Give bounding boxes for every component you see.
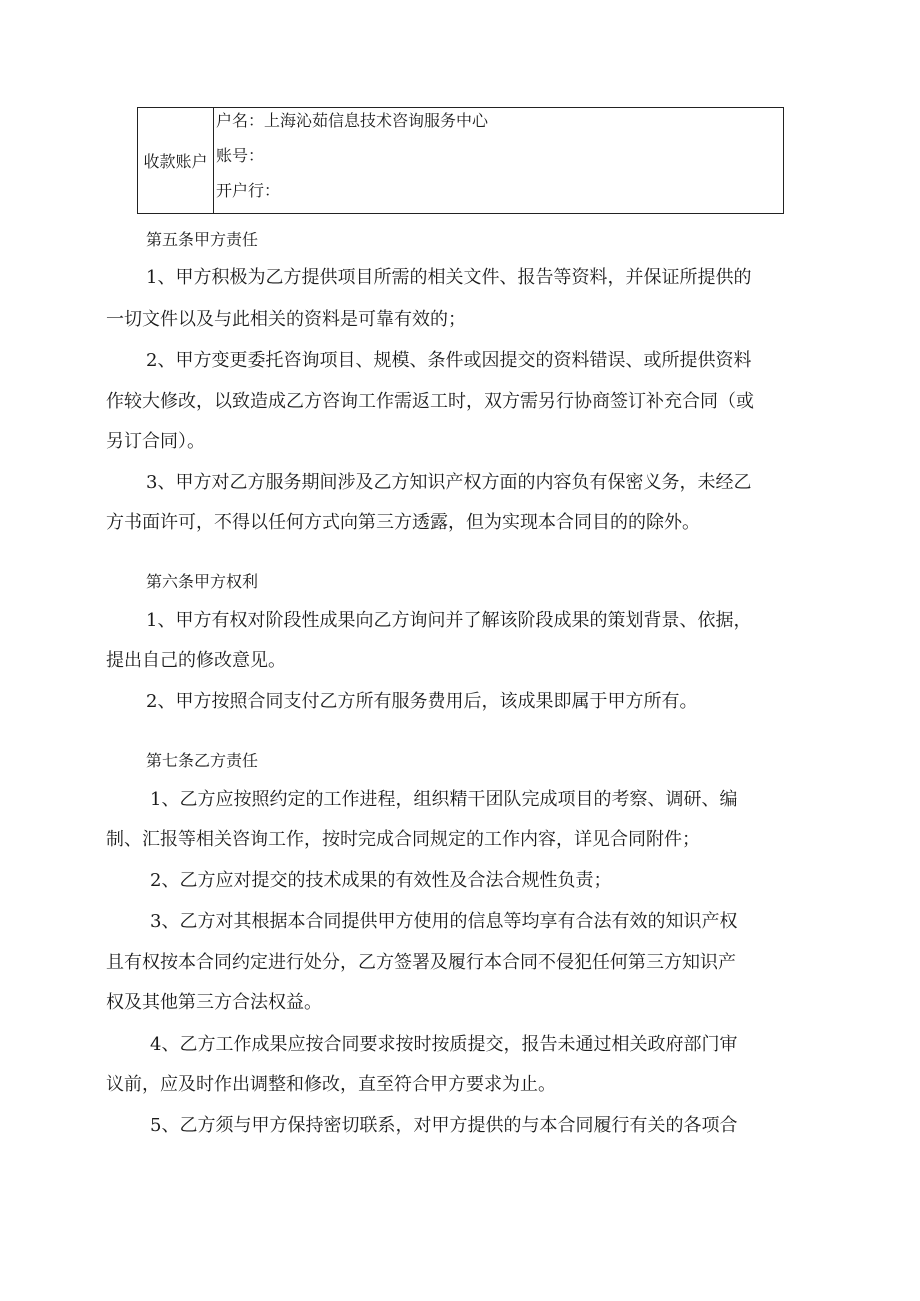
article6-p1-line1: 1、甲方有权对阶段性成果向乙方询问并了解该阶段成果的策划背景、依据， [146,610,752,631]
article7-p3-line3: 权及其他第三方合法权益。 [106,992,322,1013]
article5-p2-line1: 2、甲方变更委托咨询项目、规模、条件或因提交的资料错误、或所提供资料 [146,350,752,371]
account-details [214,108,784,214]
article7-p1-line2: 制、汇报等相关咨询工作，按时完成合同规定的工作内容，详见合同附件； [106,829,700,850]
article5-p2-line3: 另订合同）。 [106,431,205,452]
article7-p4-line2: 议前，应及时作出调整和修改，直至符合甲方要求为止。 [106,1074,556,1095]
article6-p2-line1: 2、甲方按照合同支付乙方所有服务费用后，该成果即属于甲方所有。 [146,691,698,712]
article7-p1-line1: 1、乙方应按照约定的工作进程，组织精干团队完成项目的考察、调研、编 [150,789,738,810]
payment-account-table [137,107,784,214]
article7-p4-line1: 4、乙方工作成果应按合同要求按时按质提交，报告未通过相关政府部门审 [150,1034,738,1055]
article7-heading: 第七条乙方责任 [146,751,259,770]
article5-p1-line2: 一切文件以及与此相关的资料是可靠有效的； [106,309,466,330]
article6-p1-line2: 提出自己的修改意见。 [106,650,286,671]
article7-p3-line1: 3、乙方对其根据本合同提供甲方使用的信息等均享有合法有效的知识产权 [150,911,738,932]
article5-p2-line2: 作较大修改，以致造成乙方咨询工作需返工时，双方需另行协商签订补充合同（或 [106,391,754,412]
article7-p3-line2: 且有权按本合同约定进行处分，乙方签署及履行本合同不侵犯任何第三方知识产 [106,952,736,973]
article5-p3-line1: 3、甲方对乙方服务期间涉及乙方知识产权方面的内容负有保密义务，未经乙 [146,472,752,493]
account-name: 户名：上海沁茹信息技术咨询服务中心 [216,111,489,130]
article6-heading: 第六条甲方权利 [146,572,259,591]
article7-p2-line1: 2、乙方应对提交的技术成果的有效性及合法合规性负责； [150,870,612,891]
account-label: 收款账户 [138,108,214,214]
account-number: 账号： [216,146,265,165]
article5-p1-line1: 1、甲方积极为乙方提供项目所需的相关文件、报告等资料，并保证所提供的 [146,267,752,288]
bank-name: 开户行： [216,181,281,200]
article7-p5-line1: 5、乙方须与甲方保持密切联系，对甲方提供的与本合同履行有关的各项合 [150,1115,738,1136]
article5-heading: 第五条甲方责任 [146,230,259,249]
article5-p3-line2: 方书面许可，不得以任何方式向第三方透露，但为实现本合同目的的除外。 [106,512,700,533]
